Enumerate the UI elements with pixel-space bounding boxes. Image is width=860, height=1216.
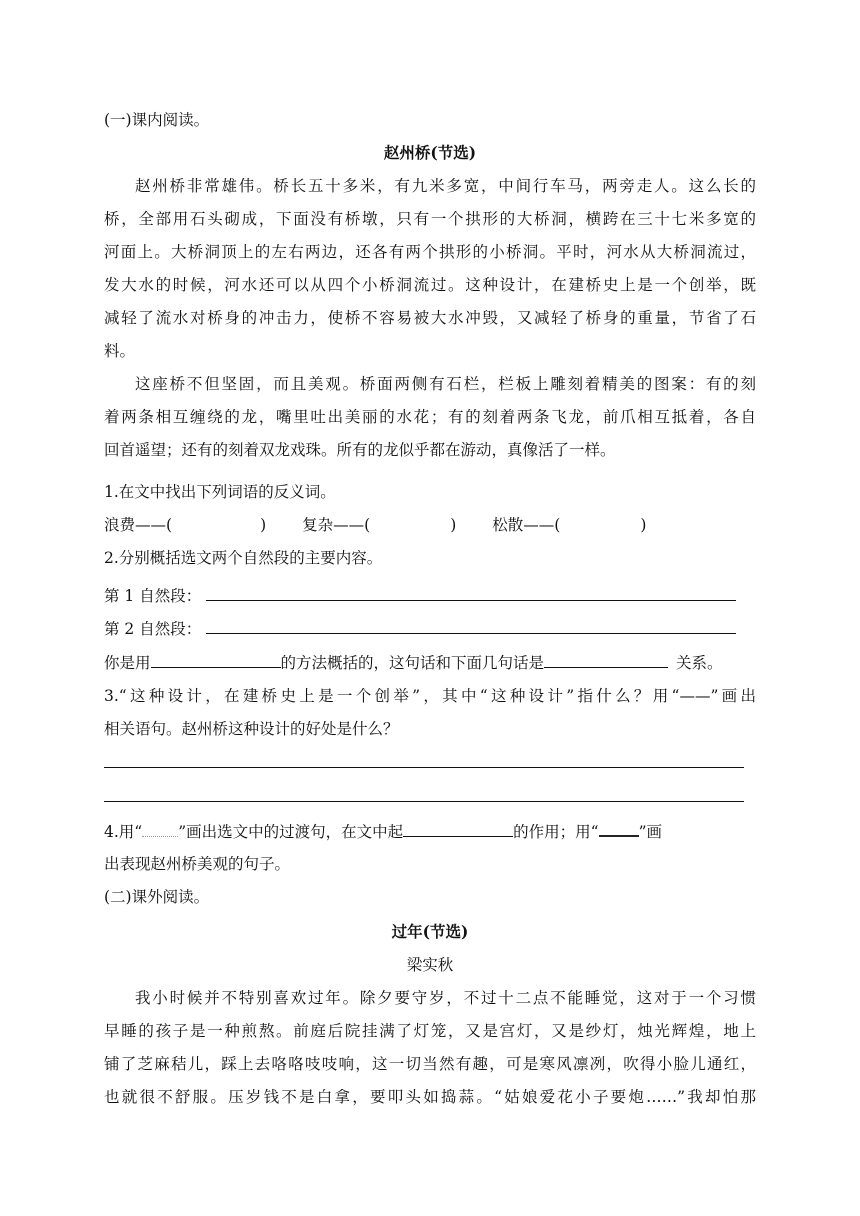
- q4-text-a: 4.用“: [104, 823, 143, 841]
- q4-text-b: ”画出选文中的过渡句，在文中起: [178, 823, 404, 841]
- antonym-prompt-waste: 浪费——(: [104, 516, 173, 534]
- para2-summary-label: 第 2 自然段：: [104, 620, 202, 638]
- question-2-text: 2.分别概括选文两个自然段的主要内容。: [104, 549, 383, 567]
- question-3-line-1: 3.“这种设计，在建桥史上是一个创举”，其中“这种设计”指什么？用“——”画出: [104, 687, 756, 705]
- method-text-a: 你是用: [104, 654, 151, 672]
- question-1-items: [104, 514, 646, 536]
- method-text-c: 关系。: [676, 654, 723, 672]
- dotted-underline-sample: [142, 822, 178, 837]
- thick-underline-sample: [599, 821, 639, 837]
- paren-close: ): [640, 516, 647, 534]
- method-answer-blank[interactable]: [151, 651, 281, 668]
- paragraph-2-line: 着两条相互缠绕的龙，嘴里吐出美丽的水花；有的刻着两条飞龙，前爪相互抵着，各自: [104, 408, 756, 426]
- q4-function-answer-blank[interactable]: [403, 820, 513, 837]
- section-heading-2: (二)课外阅读。: [104, 888, 210, 906]
- paragraph-1-line: 河面上。大桥洞顶上的左右两边，还各有两个拱形的小桥洞。平时，河水从大桥洞流过，: [104, 243, 756, 261]
- q4-text-c: 的作用；用“: [513, 823, 599, 841]
- paragraph-1-line: 桥，全部用石头砌成，下面没有桥墩，只有一个拱形的大桥洞，横跨在三十七米多宽的: [104, 210, 756, 228]
- question-4-line-2: 出表现赵州桥美观的句子。: [104, 855, 291, 873]
- relation-answer-blank[interactable]: [544, 651, 668, 668]
- paren-close: ): [450, 516, 457, 534]
- paragraph-3-line: 铺了芝麻秸儿，踩上去咯咯吱吱响，这一切当然有趣，可是寒风凛冽，吹得小脸儿通红，: [104, 1055, 756, 1073]
- paragraph-3-line: 我小时候并不特别喜欢过年。除夕要守岁，不过十二点不能睡觉，这对于一个习惯: [135, 989, 756, 1007]
- paragraph-2-line: 这座桥不但坚固，而且美观。桥面两侧有石栏，栏板上雕刻着精美的图案：有的刻: [135, 375, 756, 393]
- passage-author: 梁实秋: [406, 956, 454, 974]
- antonym-prompt-complex: 复杂——(: [302, 516, 371, 534]
- paragraph-1-line: 赵州桥非常雄伟。桥长五十多米，有九米多宽，中间行车马，两旁走人。这么长的: [135, 177, 756, 195]
- paragraph-1-line: 发大水的时候，河水还可以从四个小桥洞流过。这种设计，在建桥史上是一个创举，既: [104, 276, 756, 294]
- passage-title-zhaozhou-bridge: 赵州桥(节选): [383, 143, 477, 162]
- method-question-line: [104, 651, 723, 674]
- paragraph-3-line: 早睡的孩子是一种煎熬。前庭后院挂满了灯笼，又是宫灯，又是纱灯，烛光辉煌，地上: [104, 1022, 756, 1040]
- antonym-prompt-loose: 松散——(: [492, 516, 561, 534]
- question-3-line-2: 相关语句。赵州桥这种设计的好处是什么？: [104, 720, 399, 738]
- para1-summary-answer-line[interactable]: [206, 600, 736, 601]
- section-heading-1: (一)课内阅读。: [104, 111, 210, 129]
- method-text-b: 的方法概括的，这句话和下面几句话是: [280, 654, 545, 672]
- question-3-answer-line[interactable]: [104, 801, 744, 802]
- paren-close: ): [260, 516, 267, 534]
- para2-summary-answer-line[interactable]: [206, 633, 736, 634]
- passage-title-new-year: 过年(节选): [391, 922, 469, 941]
- q4-text-d: ”画: [638, 823, 663, 841]
- paragraph-2-line: 回首遥望；还有的刻着双龙戏珠。所有的龙似乎都在游动，真像活了一样。: [104, 441, 616, 459]
- paragraph-1-line: 减轻了流水对桥身的冲击力，使桥不容易被大水冲毁，又减轻了桥身的重量，节省了石: [104, 309, 756, 327]
- para1-summary-label: 第 1 自然段：: [104, 587, 202, 605]
- paragraph-3-line: 也就很不舒服。压岁钱不是白拿，要叩头如捣蒜。“姑娘爱花小子要炮……”我却怕那: [104, 1088, 756, 1106]
- paragraph-1-line: 料。: [104, 342, 136, 360]
- question-1-text: 1.在文中找出下列词语的反义词。: [104, 483, 336, 501]
- question-3-answer-line[interactable]: [104, 767, 744, 768]
- question-4-line-1: [104, 820, 662, 843]
